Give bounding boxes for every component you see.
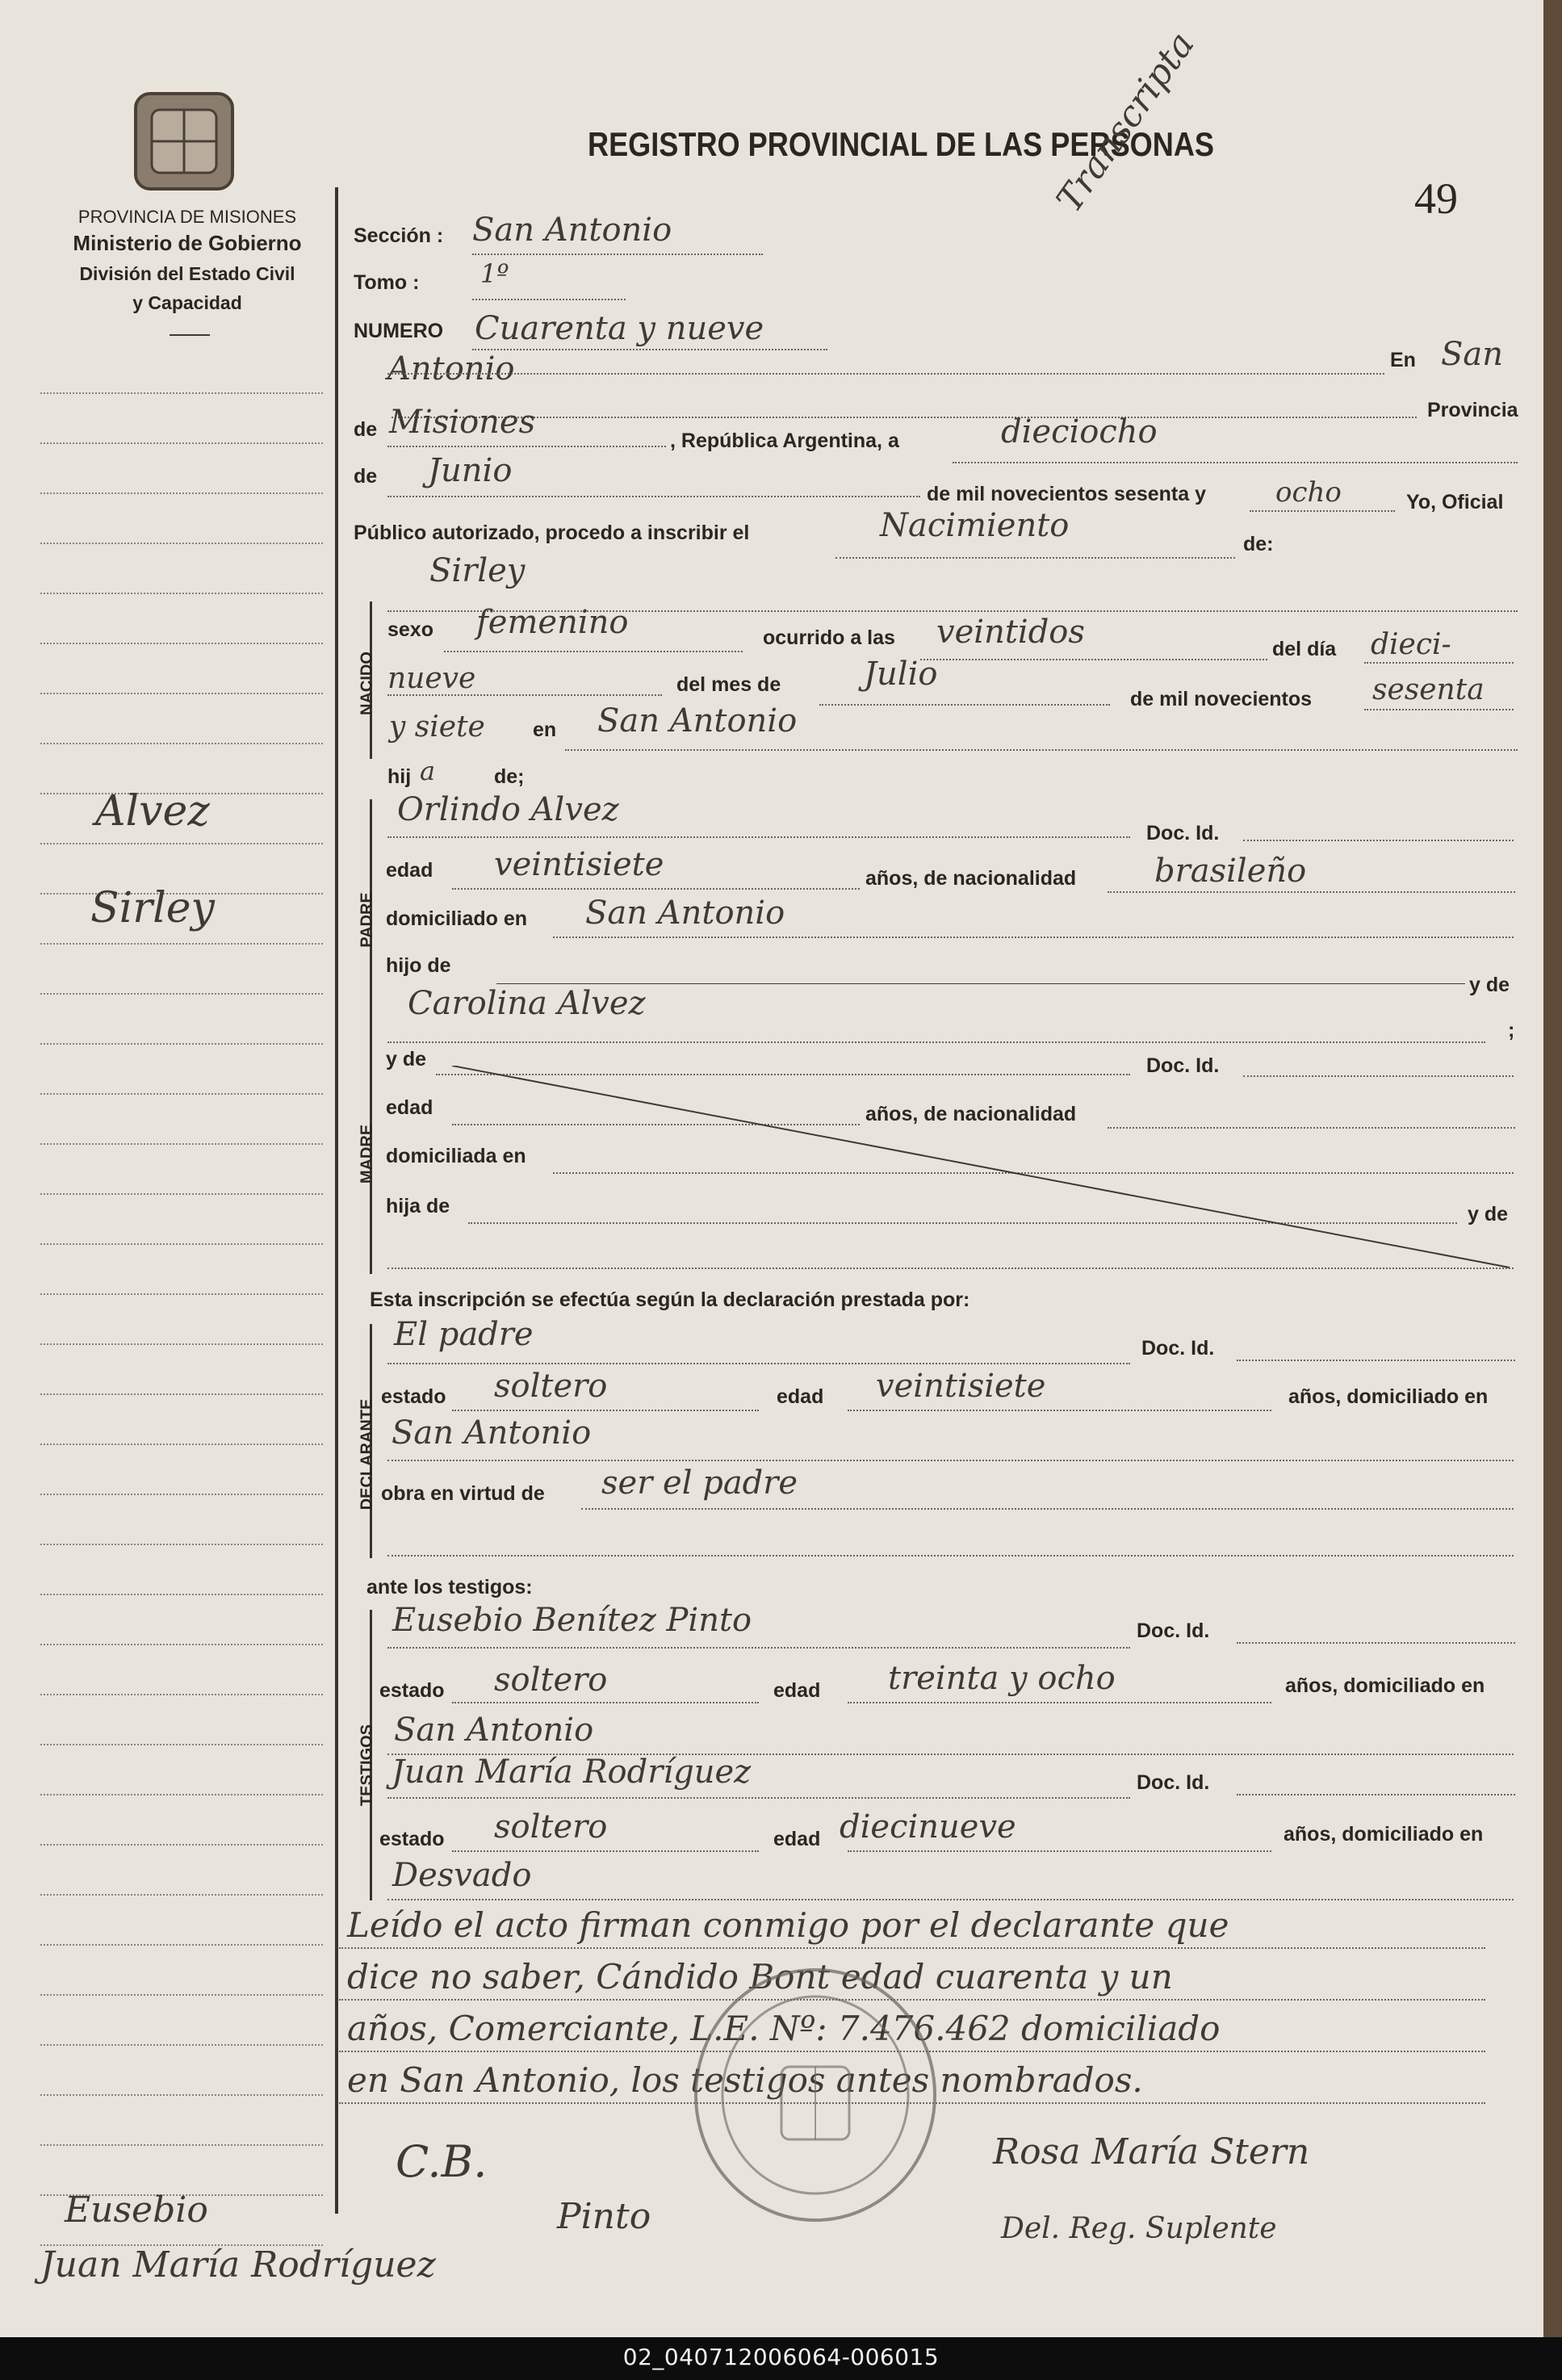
witness1-state-value: soltero — [494, 1661, 608, 1699]
of-label: de — [354, 418, 378, 441]
declarant-capacity-label: obra en virtud de — [381, 1482, 545, 1505]
child-of-de: de; — [494, 765, 525, 788]
province-label: Provincia — [1427, 399, 1518, 421]
coat-of-arms-icon — [128, 86, 241, 199]
folio-number: 49 — [1414, 174, 1458, 223]
witness1-state-label: estado — [379, 1679, 445, 1702]
section-value: San Antonio — [472, 212, 672, 249]
declarant-age-value: veintisiete — [876, 1368, 1046, 1405]
mother-and-of-label: y de — [386, 1048, 427, 1071]
declarant-years-label: años, domiciliado en — [1288, 1385, 1489, 1408]
republic-label: , República Argentina, a — [670, 429, 899, 452]
section-label: Sección : — [354, 224, 444, 247]
witness2-domicile-value: Desvado — [392, 1857, 532, 1894]
mother-void-line — [452, 1066, 1518, 1276]
thousand-label: de mil novecientos sesenta y — [927, 483, 1206, 505]
father-age-value: veintisiete — [494, 846, 664, 883]
signature-witness-2: Juan María Rodríguez — [40, 2244, 436, 2286]
father-semicolon: ; — [1508, 1019, 1515, 1041]
month-value: Junio — [428, 452, 513, 489]
occurred-label: ocurrido a las — [763, 626, 895, 649]
mother-section-label: MADRE — [358, 1124, 376, 1184]
mother-and-of-label-2: y de — [1468, 1203, 1509, 1226]
province-name: PROVINCIA DE MISIONES — [77, 207, 297, 227]
in-birth-label: en — [533, 719, 557, 741]
footer-bar — [0, 2337, 1562, 2380]
ministry-name: Ministerio de Gobierno — [73, 231, 302, 255]
day-value: dieciocho — [1001, 413, 1158, 450]
signature-officer-title: Del. Reg. Suplente — [1001, 2212, 1277, 2245]
declarant-age-label: edad — [777, 1385, 824, 1408]
note-line-4: en San Antonio, los testigos antes nombrados. — [347, 2060, 1143, 2100]
hour-value: veintidos — [936, 614, 1085, 651]
declarant-state-label: estado — [381, 1385, 446, 1408]
number-label: NUMERO — [354, 320, 444, 342]
mother-domicile-label: domiciliada en — [386, 1145, 526, 1167]
witness1-name-value: Eusebio Benítez Pinto — [392, 1602, 752, 1639]
witness1-age-label: edad — [773, 1679, 821, 1702]
witness1-age-value: treinta y ocho — [888, 1660, 1116, 1697]
witness2-doc-label: Doc. Id. — [1137, 1771, 1210, 1794]
declarant-capacity-value: ser el padre — [601, 1464, 798, 1502]
note-line-1: Leído el acto firman conmigo por el declarante que — [347, 1905, 1229, 1945]
day-of-label: del día — [1272, 638, 1337, 660]
margin-firstname: Sirley — [90, 884, 215, 932]
father-doc-label: Doc. Id. — [1146, 822, 1220, 844]
birth-year-a: sesenta — [1372, 673, 1485, 706]
witnesses-section-label: TESTIGOS — [358, 1724, 376, 1807]
mother-age-label: edad — [386, 1096, 433, 1119]
number-value: Cuarenta y nueve — [475, 310, 764, 347]
margin-surname: Alvez — [95, 787, 210, 836]
page-edge — [1543, 0, 1562, 2337]
sex-value: femenino — [476, 604, 629, 641]
birth-day-value-a: dieci- — [1371, 628, 1451, 661]
page-title: REGISTRO PROVINCIAL DE LAS PERSONAS — [588, 125, 1215, 163]
signature-witness-1: Eusebio — [65, 2189, 208, 2231]
officer-label: Yo, Oficial — [1406, 491, 1504, 513]
of-colon-label: de: — [1243, 533, 1274, 555]
margin-rule — [335, 187, 338, 2214]
act-value: Nacimiento — [880, 507, 1070, 544]
witness2-age-value: diecinueve — [840, 1808, 1016, 1846]
father-child-of-label: hijo de — [386, 954, 451, 977]
declarant-doc-label: Doc. Id. — [1141, 1337, 1215, 1360]
division-capacity: y Capacidad — [132, 292, 242, 313]
mother-child-of-label: hija de — [386, 1195, 450, 1217]
witness1-doc-label: Doc. Id. — [1137, 1619, 1210, 1642]
note-line-3: años, Comerciante, L.E. Nº: 7.476.462 domiciliado — [347, 2009, 1221, 2048]
father-domicile-label: domiciliado en — [386, 907, 528, 930]
witness2-years-label: años, domiciliado en — [1284, 1823, 1484, 1846]
birth-month-value: Julio — [864, 656, 938, 693]
birth-day-value-b: nueve — [387, 662, 476, 695]
witness1-years-label: años, domiciliado en — [1285, 1674, 1485, 1697]
witness2-name-value: Juan María Rodríguez — [392, 1754, 752, 1791]
witness2-age-label: edad — [773, 1828, 821, 1850]
signature-pinto: Pinto — [557, 2196, 651, 2237]
in-label: En — [1390, 349, 1416, 371]
province-value: Misiones — [389, 404, 536, 441]
declarant-name-value: El padre — [394, 1316, 534, 1353]
public-label: Público autorizado, procedo a inscribir el — [354, 522, 750, 544]
born-section-label: NACIDO — [358, 652, 376, 715]
thousand-birth-label: de mil novecientos — [1130, 688, 1313, 710]
place-value-2: Antonio — [387, 350, 515, 388]
division-name: División del Estado Civil — [79, 263, 295, 284]
divider — [170, 334, 210, 336]
place-value: San — [1441, 336, 1504, 373]
sex-label: sexo — [387, 618, 433, 641]
father-age-label: edad — [386, 859, 433, 882]
declarant-section-label: DECLARANTE — [358, 1398, 376, 1511]
declarant-state-value: soltero — [494, 1368, 608, 1405]
father-and-of-label: y de — [1469, 974, 1510, 996]
father-nationality-value: brasileño — [1154, 853, 1307, 890]
child-of-label: hij — [387, 765, 412, 788]
mother-years-label: años, de nacionalidad — [865, 1103, 1077, 1125]
transcribed-stamp: Transcripta — [1049, 24, 1203, 220]
father-years-label: años, de nacionalidad — [865, 867, 1077, 890]
father-domicile-value: San Antonio — [585, 895, 785, 932]
child-name-value: Sirley — [429, 552, 526, 589]
birth-year-b: y siete — [389, 710, 485, 744]
signature-officer: Rosa María Stern — [993, 2131, 1310, 2173]
note-line-2: dice no saber, Cándido Bont edad cuarenta y un — [347, 1957, 1173, 1997]
mother-doc-label: Doc. Id. — [1146, 1054, 1220, 1077]
declarant-intro: Esta inscripción se efectúa según la declaración prestada por: — [370, 1288, 970, 1311]
year-value: ocho — [1275, 476, 1342, 509]
witness2-state-label: estado — [379, 1828, 445, 1850]
volume-value: 1º — [480, 258, 509, 289]
official-seal-icon — [686, 1962, 944, 2228]
birth-place-value: San Antonio — [597, 702, 798, 740]
witnesses-intro: ante los testigos: — [366, 1576, 533, 1599]
signature-cb: C.B. — [396, 2136, 488, 2187]
file-identifier: 02_040712006064-006015 — [622, 2344, 940, 2370]
child-of-suffix: a — [420, 756, 436, 786]
father-section-label: PADRE — [358, 892, 376, 948]
declarant-domicile-value: San Antonio — [392, 1414, 592, 1452]
volume-label: Tomo : — [354, 271, 420, 294]
month-of-label: de — [354, 465, 378, 488]
father-parent-line — [496, 983, 1465, 984]
father-name-value: Orlindo Alvez — [397, 791, 619, 828]
witness1-domicile-value: San Antonio — [394, 1712, 594, 1749]
month-of-birth-label: del mes de — [676, 673, 781, 696]
father-mother-value: Carolina Alvez — [408, 985, 646, 1022]
witness2-state-value: soltero — [494, 1808, 608, 1846]
